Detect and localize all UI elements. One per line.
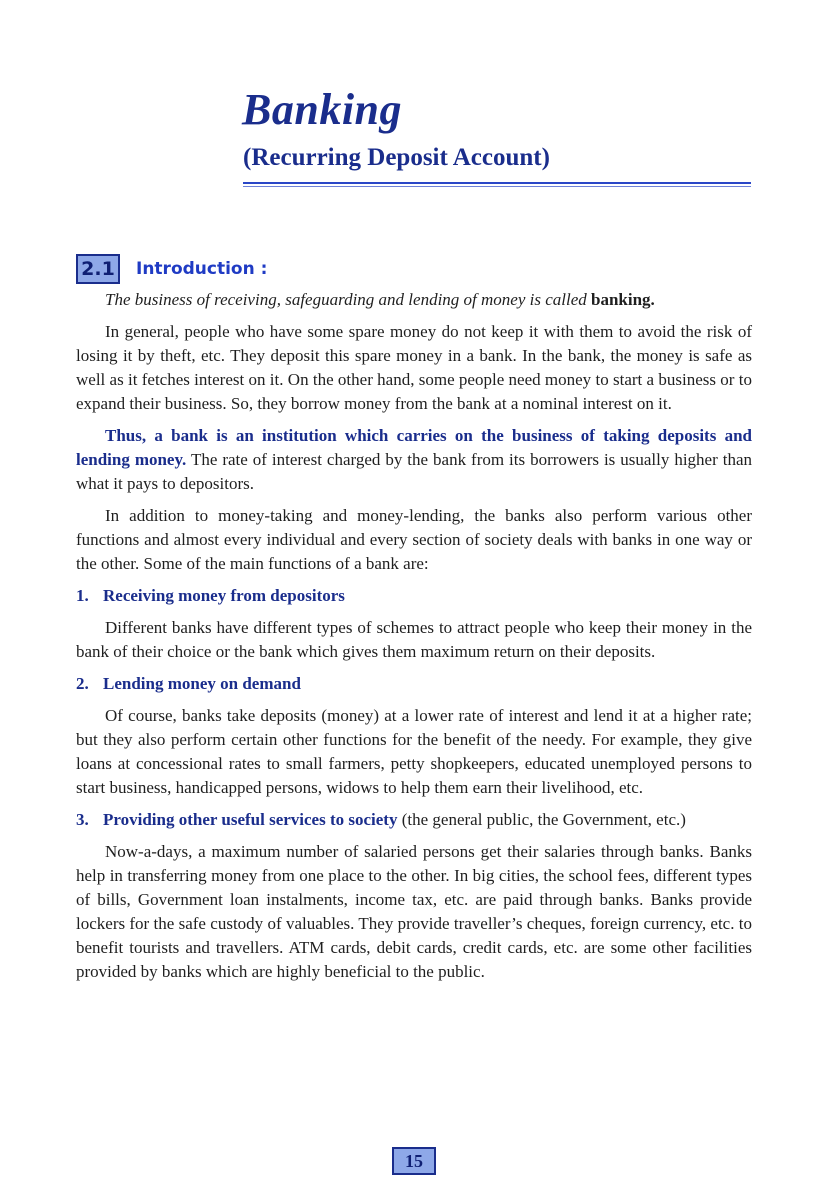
section-number-badge: 2.1 bbox=[76, 254, 120, 284]
function-heading bbox=[76, 672, 752, 696]
function-body: Different banks have different types of schemes to attract people who keep their money in the bank of their choice or the bank which gives them maximum return on their deposits. bbox=[76, 618, 752, 661]
page-number: 15 bbox=[392, 1147, 436, 1175]
section-heading bbox=[76, 254, 267, 284]
chapter-subtitle: (Recurring Deposit Account) bbox=[243, 144, 550, 171]
function-number: 3. bbox=[76, 810, 89, 829]
paragraph: In addition to money-taking and money-lending, the banks also perform various other functions and almost every individual and every section of society deals with banks in one way or the other. Some of the main functions of a bank are: bbox=[76, 506, 752, 573]
title-rule-thin bbox=[243, 186, 751, 187]
title-rule bbox=[243, 182, 751, 184]
function-heading bbox=[76, 584, 752, 608]
paragraph bbox=[76, 424, 752, 496]
definition-term: banking. bbox=[591, 290, 655, 309]
bank-definition: Thus, a bank is an institution which carries on the business of taking deposits and lending money. bbox=[76, 426, 752, 469]
function-body: Of course, banks take deposits (money) at a lower rate of interest and lend it at a higher rate; but they also perform certain other functions for the benefit of the needy. For example, they give loans at concessional rates to small farmers, petty shopkeepers, educated unemployed persons to start business, handicapped persons, widows to help them earn their livelihood, etc. bbox=[76, 706, 752, 797]
function-number: 2. bbox=[76, 674, 89, 693]
function-title: Providing other useful services to society bbox=[103, 810, 398, 829]
definition-paragraph bbox=[76, 288, 752, 312]
definition-text: The business of receiving, safeguarding and lending of money is called bbox=[105, 290, 592, 309]
function-heading bbox=[76, 808, 752, 832]
function-number: 1. bbox=[76, 586, 89, 605]
paragraph: In general, people who have some spare money do not keep it with them to avoid the risk of losing it by theft, etc. They deposit this spare money in a bank. In the bank, the money is safe as well as it fetches interest on it. On the other hand, some people need money to start a business or to expand their business. So, they borrow money from the bank at a nominal interest on it. bbox=[76, 322, 752, 413]
function-body: Now-a-days, a maximum number of salaried persons get their salaries through banks. Banks help in transferring money from one place to the other. In big cities, the school fees, different types of bills, Government loan instalments, income tax, etc. are paid through banks. Banks provide lockers for the safe custody of valuables. They provide traveller’s cheques, foreign currency, etc. to benefit tourists and travellers. ATM cards, debit cards, credit cards, etc. are some other facilities provided by banks which are highly beneficial to the public. bbox=[76, 842, 752, 981]
paragraph-text: The rate of interest charged by the bank from its borrowers is usually higher than what it pays to depositors. bbox=[76, 450, 752, 493]
section-title: Introduction : bbox=[136, 259, 268, 279]
chapter-title: Banking bbox=[242, 85, 403, 134]
function-title-extra: (the general public, the Government, etc.) bbox=[397, 810, 686, 829]
body-text bbox=[76, 288, 752, 992]
function-title: Lending money on demand bbox=[103, 674, 301, 693]
function-title: Receiving money from depositors bbox=[103, 586, 345, 605]
